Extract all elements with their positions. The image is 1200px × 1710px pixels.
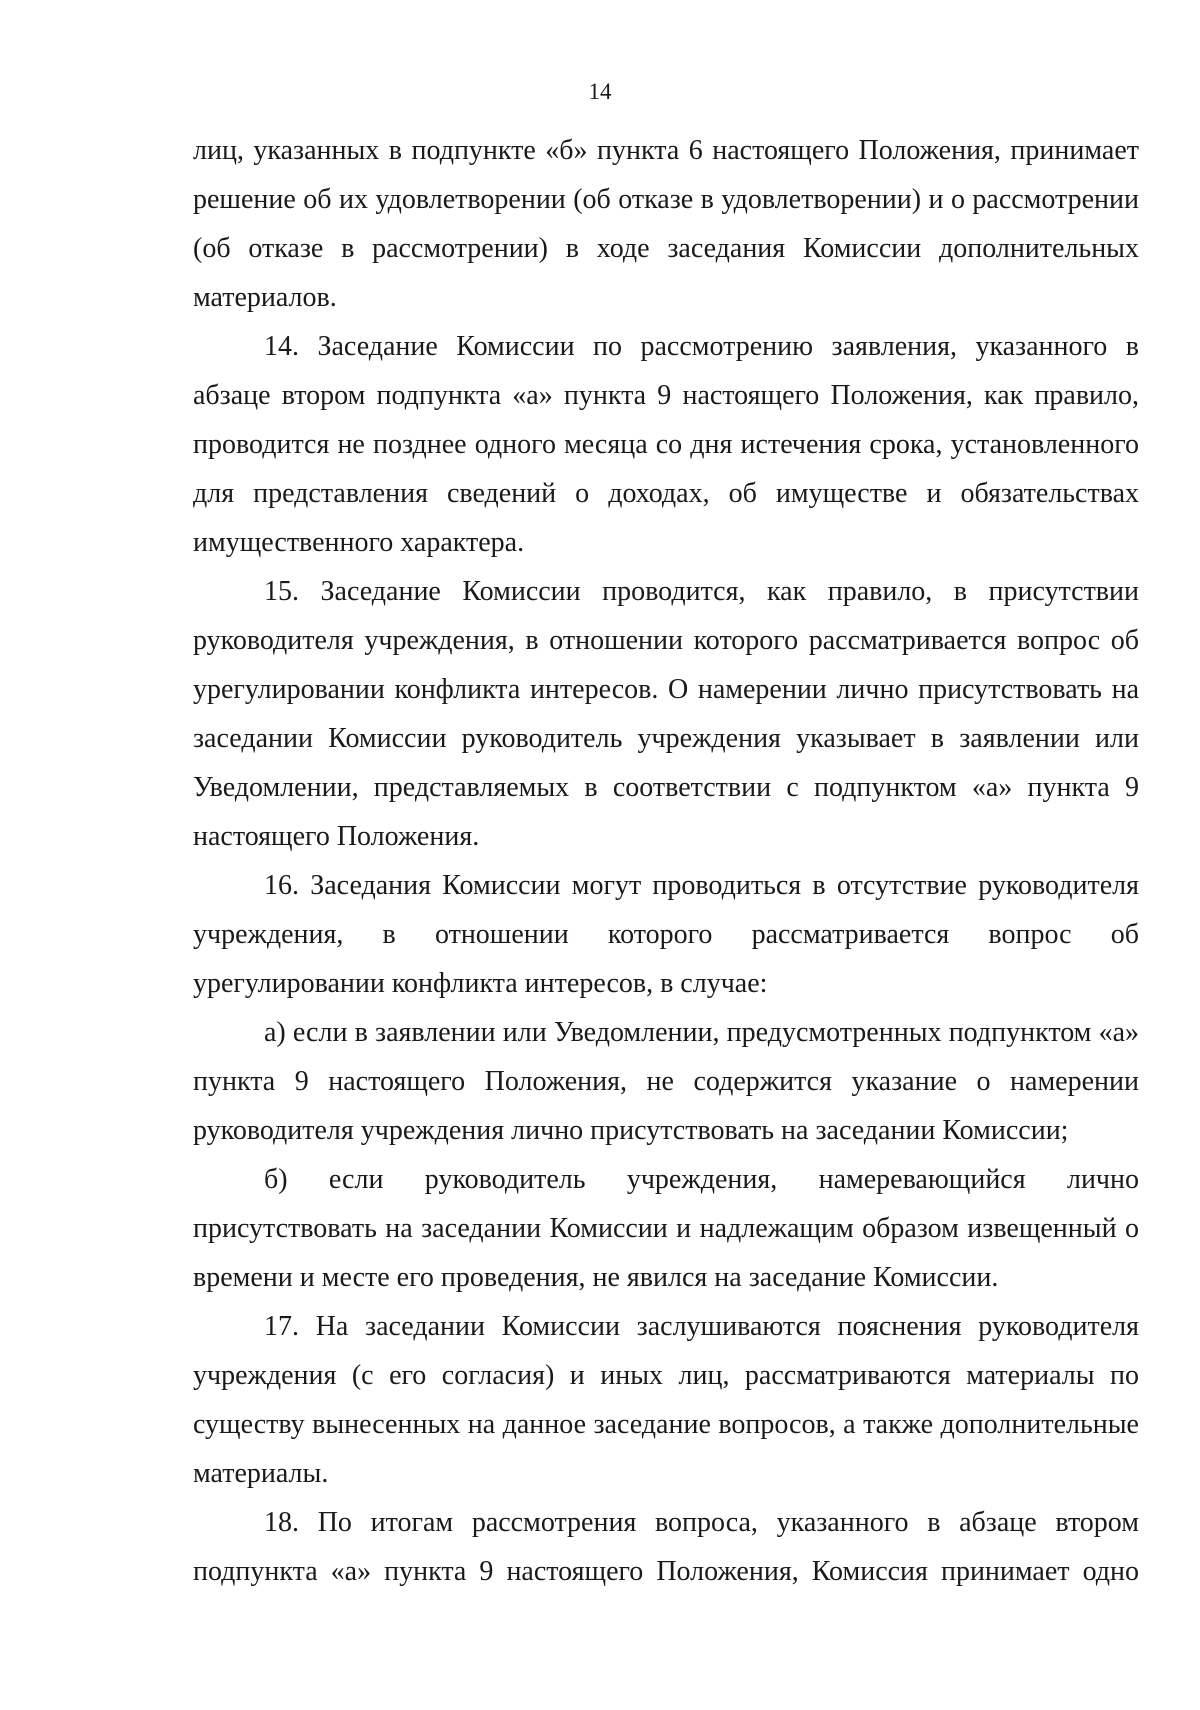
paragraph-item-14: 14. Заседание Комиссии по рассмотрению заявления, указанного в абзаце втором подпункта «а» пункта 9 настоящего Положения, как правило, проводится не позднее одного месяца со дня истечения срока, установленного для представления сведений о доходах, об имуществе и обязательствах имущественного характера. xyxy=(193,331,1139,558)
paragraph-item-18: 18. По итогам рассмотрения вопроса, указанного в абзаце втором подпункта «а» пункта 9 настоящего Положения, Комиссия принимает одно xyxy=(193,1507,1139,1587)
paragraph-item-15: 15. Заседание Комиссии проводится, как правило, в присутствии руководителя учреждения, в отношении которого рассматривается вопрос об урегулировании конфликта интересов. О намерении лично присутствовать на заседании Комиссии руководитель учреждения указывает в заявлении или Уведомлении, представляемых в соответствии с подпунктом «а» пункта 9 настоящего Положения. xyxy=(193,576,1139,852)
paragraph-item-17: 17. На заседании Комиссии заслушиваются пояснения руководителя учреждения (с его согласия) и иных лиц, рассматриваются материалы по существу вынесенных на данное заседание вопросов, а также дополнительные материалы. xyxy=(193,1311,1139,1489)
paragraph-continuation: лиц, указанных в подпункте «б» пункта 6 настоящего Положения, принимает решение об их удовлетворении (об отказе в удовлетворении) и о рассмотрении (об отказе в рассмотрении) в ходе заседания Комиссии дополнительных материалов. xyxy=(193,135,1139,313)
page-number: 14 xyxy=(588,79,612,104)
paragraph-item-16-b: б) если руководитель учреждения, намеревающийся лично присутствовать на заседании Комиссии и надлежащим образом извещенный о времени и месте его проведения, не явился на заседание Комиссии. xyxy=(193,1164,1139,1293)
paragraph-item-16-a: а) если в заявлении или Уведомлении, предусмотренных подпунктом «а» пункта 9 настоящего Положения, не содержится указание о намерении руководителя учреждения лично присутствовать на заседании Комиссии; xyxy=(193,1017,1139,1146)
document-body xyxy=(193,126,1139,1596)
paragraph-item-16: 16. Заседания Комиссии могут проводиться в отсутствие руководителя учреждения, в отношении которого рассматривается вопрос об урегулировании конфликта интересов, в случае: xyxy=(193,870,1139,999)
